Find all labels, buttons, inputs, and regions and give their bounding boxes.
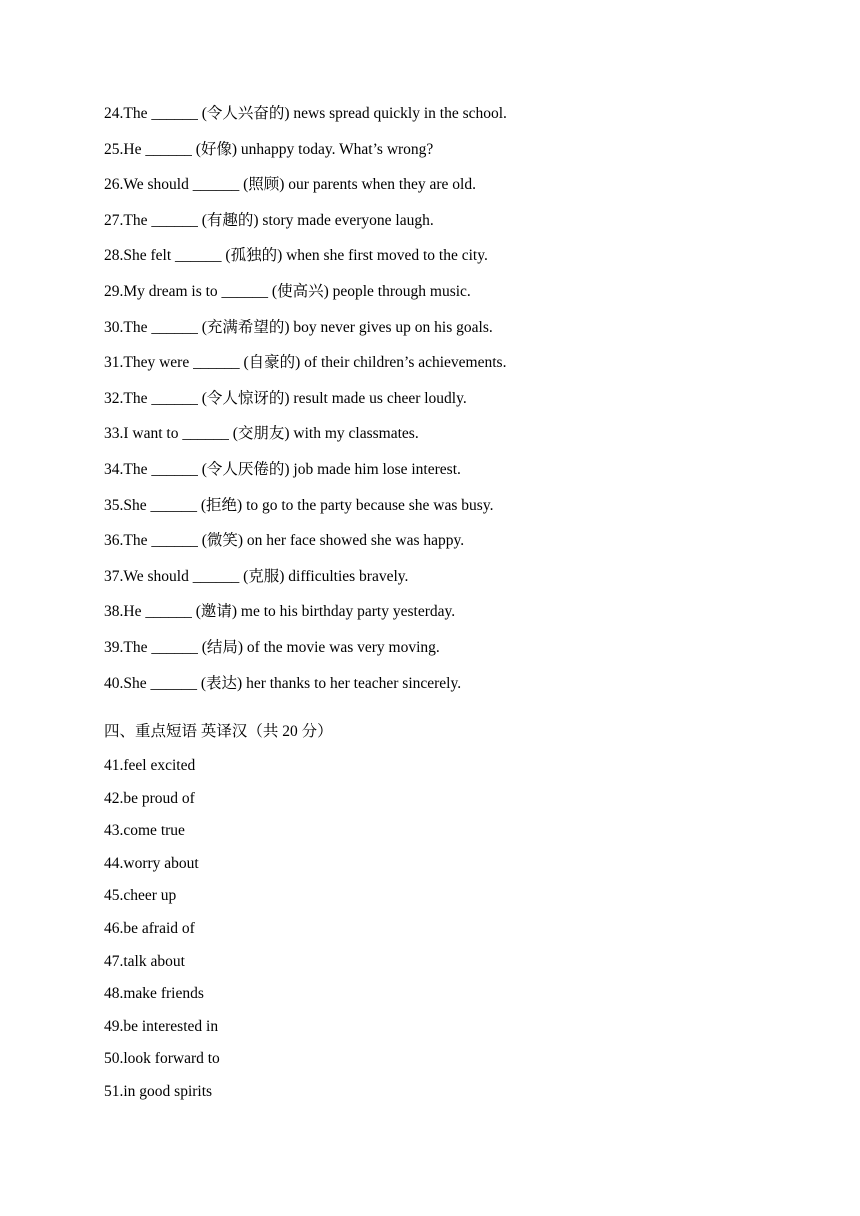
fill-in-item-39: 39.The ______ (结局) of the movie was very moving.: [104, 638, 440, 656]
fill-in-item-27: 27.The ______ (有趣的) story made everyone laugh.: [104, 211, 434, 229]
phrase-item-44: 44.worry about: [104, 854, 199, 872]
fill-in-item-35: 35.She ______ (拒绝) to go to the party because she was busy.: [104, 496, 494, 514]
phrase-item-46: 46.be afraid of: [104, 920, 195, 938]
fill-in-item-34: 34.The ______ (令人厌倦的) job made him lose interest.: [104, 460, 461, 478]
fill-in-item-38: 38.He ______ (邀请) me to his birthday party yesterday.: [104, 603, 456, 621]
worksheet-content: [104, 104, 804, 1115]
phrase-item-51: 51.in good spirits: [104, 1083, 213, 1101]
fill-in-item-37: 37.We should ______ (克服) difficulties bravely.: [104, 567, 409, 585]
phrase-item-42: 42.be proud of: [104, 789, 195, 807]
fill-in-item-30: 30.The ______ (充满希望的) boy never gives up on his goals.: [104, 318, 493, 336]
fill-in-item-33: 33.I want to ______ (交朋友) with my classmates.: [104, 425, 419, 443]
phrase-item-45: 45.cheer up: [104, 887, 177, 905]
phrase-item-48: 48.make friends: [104, 985, 204, 1003]
fill-in-item-24: 24.The ______ (令人兴奋的) news spread quickly in the school.: [104, 105, 507, 122]
fill-in-item-31: 31.They were ______ (自豪的) of their children’s achievements.: [104, 354, 507, 372]
phrase-item-50: 50.look forward to: [104, 1050, 220, 1068]
phrase-item-43: 43.come true: [104, 822, 185, 840]
fill-in-item-28: 28.She felt ______ (孤独的) when she first moved to the city.: [104, 247, 488, 265]
phrase-item-49: 49.be interested in: [104, 1017, 219, 1035]
phrase-list: [104, 756, 804, 1115]
phrase-item-41: 41.feel excited: [104, 757, 196, 775]
fill-in-item-36: 36.The ______ (微笑) on her face showed she was happy.: [104, 532, 465, 550]
fill-in-item-25: 25.He ______ (好像) unhappy today. What’s wrong?: [104, 140, 434, 158]
phrase-item-47: 47.talk about: [104, 952, 185, 970]
fill-in-item-29: 29.My dream is to ______ (使高兴) people through music.: [104, 282, 471, 300]
section-four-heading: 四、重点短语 英译汉（共 20 分）: [104, 723, 333, 741]
fill-in-list: [104, 104, 804, 709]
fill-in-item-32: 32.The ______ (令人惊讶的) result made us cheer loudly.: [104, 389, 467, 407]
fill-in-item-40: 40.She ______ (表达) her thanks to her teacher sincerely.: [104, 674, 462, 692]
fill-in-item-26: 26.We should ______ (照顾) our parents when they are old.: [104, 176, 476, 194]
